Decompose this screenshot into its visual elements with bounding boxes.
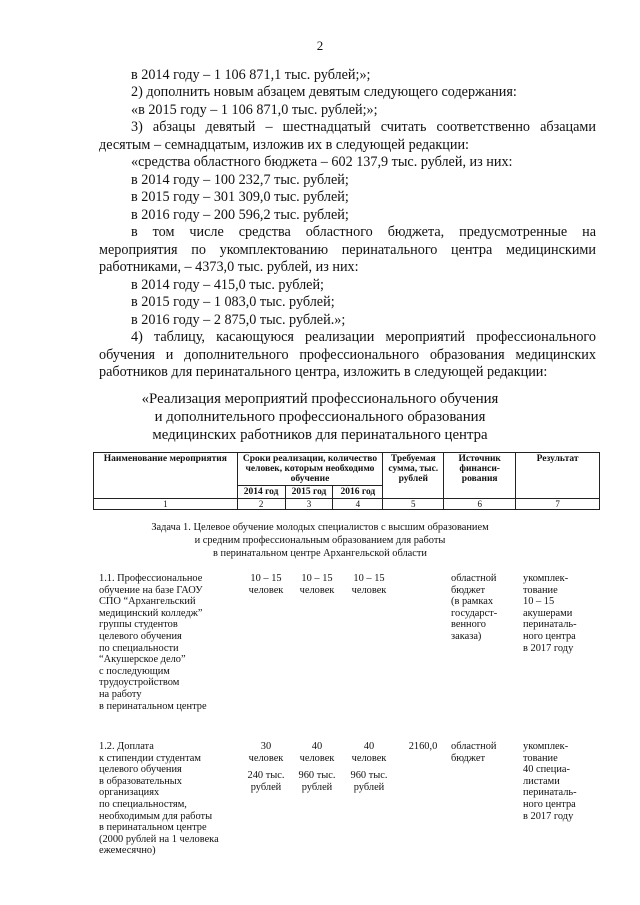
row-source-cell: областной бюджет bbox=[451, 741, 497, 764]
paragraph-line: десятым – семнадцатым, изложив их в следующей редакции: bbox=[99, 137, 469, 153]
column-number: 4 bbox=[333, 499, 383, 510]
paragraph-line: в том числе средства областного бюджета, предусмотренные на bbox=[131, 224, 596, 240]
paragraph-line: в 2014 году – 100 232,7 тыс. рублей; bbox=[131, 172, 349, 188]
column-number: 7 bbox=[516, 499, 600, 510]
row-result-cell: укомплек- тование 10 – 15 акушерами перинаталь- ного центра в 2017 году bbox=[523, 573, 577, 654]
header-cell-source: Источник финанси-рования bbox=[444, 453, 516, 499]
task-title-line: в перинатальном центре Архангельской области bbox=[213, 548, 427, 559]
table-title-line: «Реализация мероприятий профессионального обучения bbox=[141, 391, 499, 407]
paragraph-line: 3) абзацы девятый – шестнадцатый считать соответственно абзацами bbox=[131, 119, 596, 135]
row-2016-cell: 10 – 15 человек bbox=[351, 573, 387, 596]
paragraph-line: в 2014 году – 415,0 тыс. рублей; bbox=[131, 277, 324, 293]
paragraph-line: в 2014 году – 1 106 871,1 тыс. рублей;»; bbox=[131, 67, 371, 83]
paragraph-line: 4) таблицу, касающуюся реализации мероприятий профессионального bbox=[131, 329, 596, 345]
paragraph-line: в 2015 году – 301 309,0 тыс. рублей; bbox=[131, 189, 349, 205]
paragraph-line: в 2015 году – 1 083,0 тыс. рублей; bbox=[131, 294, 335, 310]
row-2014-cell: 10 – 15 человек bbox=[248, 573, 284, 596]
header-cell-year: 2014 год bbox=[237, 486, 285, 499]
row-sum-cell: 2160,0 bbox=[408, 741, 438, 752]
row-2015-cell: 40 человек 960 тыс. рублей bbox=[298, 741, 336, 793]
paragraph-line: работников для перинатального центра, изложить в следующей редакции: bbox=[99, 364, 548, 380]
table-header bbox=[93, 452, 600, 510]
paragraph-line: в 2016 году – 2 875,0 тыс. рублей.»; bbox=[131, 312, 346, 328]
header-cell-name: Наименование мероприятия bbox=[94, 453, 238, 499]
row-name-cell: 1.2. Доплата к стипендии студентам целевого обучения в образовательных организациях по специальностям, необходимым для работы в перинатальном центре (2000 рублей на 1 человека ежемесячно) bbox=[99, 741, 219, 857]
paragraph-line: «в 2015 году – 1 106 871,0 тыс. рублей;»; bbox=[131, 102, 378, 118]
row-2015-cell: 10 – 15 человек bbox=[299, 573, 335, 596]
column-number: 1 bbox=[94, 499, 238, 510]
page-number: 2 bbox=[316, 38, 324, 53]
column-number: 2 bbox=[237, 499, 285, 510]
row-name-cell: 1.1. Профессиональное обучение на базе ГАОУ СПО “Архангельский медицинский колледж” группы студентов целевого обучения по специальности “Акушерское дело” с последующим трудоустройством на работу в перинатальном центре bbox=[99, 573, 207, 712]
task-title-line: и средним профессиональным образованием для работы bbox=[194, 535, 446, 546]
row-2014-cell: 30 человек 240 тыс. рублей bbox=[247, 741, 285, 793]
paragraph-line: мероприятия по укомплектованию перинатального центра медицинскими bbox=[99, 242, 596, 258]
paragraph-line: работниками, – 4373,0 тыс. рублей, из них: bbox=[99, 259, 359, 275]
paragraph-line: «средства областного бюджета – 602 137,9 тыс. рублей, из них: bbox=[131, 154, 513, 170]
header-cell-year: 2015 год bbox=[285, 486, 333, 499]
column-number: 3 bbox=[285, 499, 333, 510]
row-source-cell: областной бюджет (в рамках государст- венного заказа) bbox=[451, 573, 498, 642]
header-cell-terms: Сроки реализации, количество человек, которым необходимо обучение bbox=[237, 453, 383, 486]
column-number: 5 bbox=[383, 499, 444, 510]
table-title-line: и дополнительного профессионального образования bbox=[154, 409, 486, 425]
paragraph-line: 2) дополнить новым абзацем девятым следующего содержания: bbox=[131, 84, 517, 100]
task-title-line: Задача 1. Целевое обучение молодых специалистов с высшим образованием bbox=[151, 522, 489, 533]
row-2016-cell: 40 человек 960 тыс. рублей bbox=[350, 741, 388, 793]
header-cell-sum: Требуемая сумма, тыс. рублей bbox=[383, 453, 444, 499]
header-cell-year: 2016 год bbox=[333, 486, 383, 499]
row-result-cell: укомплек- тование 40 специа- листами перинаталь- ного центра в 2017 году bbox=[523, 741, 577, 822]
column-number: 6 bbox=[444, 499, 516, 510]
table-title-line: медицинских работников для перинатального центра bbox=[152, 427, 488, 443]
paragraph-line: в 2016 году – 200 596,2 тыс. рублей; bbox=[131, 207, 349, 223]
paragraph-line: обучения и дополнительного профессионального образования медицинских bbox=[99, 347, 596, 363]
header-cell-result: Результат bbox=[516, 453, 600, 499]
